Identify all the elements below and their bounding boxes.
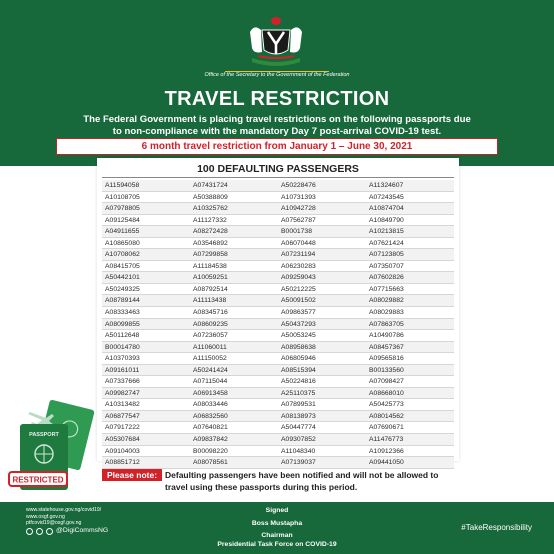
passport-number-cell: A10059251 (190, 272, 278, 284)
signatory-organization: Presidential Task Force on COVID-19 (217, 540, 337, 548)
passport-number-cell: A07602826 (366, 272, 454, 284)
passport-number-cell: A08415705 (102, 261, 190, 273)
passport-number-cell: A10731393 (278, 192, 366, 204)
passport-number-cell: A08029882 (366, 295, 454, 307)
passport-number-cell: A09837842 (190, 434, 278, 446)
signatory-name: Boss Mustapha (251, 519, 303, 527)
passport-number-cell: A10313482 (102, 399, 190, 411)
passport-number-cell: A11060011 (190, 342, 278, 354)
passport-number-cell: A07899531 (278, 399, 366, 411)
passport-number-cell: A07621424 (366, 238, 454, 250)
footer-link-statehouse[interactable]: www.statehouse.gov.ng/covid19/ (26, 507, 102, 513)
passport-number-cell: A07115044 (190, 376, 278, 388)
passport-number-cell: A08014562 (366, 411, 454, 423)
passport-number-cell: B00014780 (102, 342, 190, 354)
passport-number-cell: A07640821 (190, 422, 278, 434)
subtitle-line-2: to non-compliance with the mandatory Day 7 post-arrival COVID-19 test. (112, 125, 442, 137)
passport-number-cell: A06877547 (102, 411, 190, 423)
passport-number-cell: A07715663 (366, 284, 454, 296)
passport-number-cell: A07236057 (190, 330, 278, 342)
passport-number-cell: A50212225 (278, 284, 366, 296)
passport-number-cell: A10213815 (366, 226, 454, 238)
passport-number-grid (102, 180, 454, 469)
passport-number-cell: A50249325 (102, 284, 190, 296)
signatory-role: Chairman (261, 532, 293, 540)
subtitle-line-1: The Federal Government is placing travel restrictions on the following passports due (83, 114, 471, 125)
passport-number-cell: B0001738 (278, 226, 366, 238)
passport-number-cell: A06805946 (278, 353, 366, 365)
passport-number-cell: A50437293 (278, 319, 366, 331)
passport-number-cell: A09259043 (278, 272, 366, 284)
passport-number-cell: A09863577 (278, 307, 366, 319)
passport-number-cell: A04911655 (102, 226, 190, 238)
passport-number-cell: A10370393 (102, 353, 190, 365)
passport-number-cell: A07299858 (190, 249, 278, 261)
passport-number-cell: A07350707 (366, 261, 454, 273)
passport-number-cell: A08333463 (102, 307, 190, 319)
passport-number-cell: A07098427 (366, 376, 454, 388)
passport-number-cell: A08609235 (190, 319, 278, 331)
passport-number-cell: A07231194 (278, 249, 366, 261)
passport-number-cell: A07139037 (278, 457, 366, 469)
passport-number-cell: A03546892 (190, 238, 278, 250)
passport-number-cell: A08272428 (190, 226, 278, 238)
page-title: TRAVEL RESTRICTION (164, 88, 390, 110)
passport-number-cell: A08457367 (366, 342, 454, 354)
passport-number-cell: A11324607 (366, 180, 454, 192)
passport-number-cell: A07863705 (366, 319, 454, 331)
note-text: Defaulting passengers have been notified and will not be allowed to travel using these passports during this period. (165, 470, 439, 492)
restricted-stamp (9, 472, 67, 486)
passport-number-cell: A09125484 (102, 215, 190, 227)
passport-number-cell: A08958638 (278, 342, 366, 354)
passport-number-cell: A09104003 (102, 446, 190, 458)
passport-number-cell: A06070448 (278, 238, 366, 250)
passport-number-cell: A06913458 (190, 388, 278, 400)
passenger-list-title: 100 DEFAULTING PASSENGERS (197, 163, 359, 175)
passport-number-cell: A10912366 (366, 446, 454, 458)
passport-number-cell: A50224816 (278, 376, 366, 388)
passport-number-cell: A11476773 (366, 434, 454, 446)
passport-number-cell: A05307684 (102, 434, 190, 446)
passport-number-cell: A11184538 (190, 261, 278, 273)
passport-number-cell: A09982747 (102, 388, 190, 400)
passport-number-cell: A07337666 (102, 376, 190, 388)
passport-number-cell: A10942728 (278, 203, 366, 215)
passport-number-cell: A08029883 (366, 307, 454, 319)
passport-number-cell: A10849790 (366, 215, 454, 227)
note-label: Please note: (102, 469, 162, 481)
passport-number-cell: A10325762 (190, 203, 278, 215)
passport-number-cell: A50091502 (278, 295, 366, 307)
passport-number-cell: A50388809 (190, 192, 278, 204)
passport-number-cell: A10865080 (102, 238, 190, 250)
social-handle: @DigiCommsNG (56, 526, 109, 534)
passport-number-cell: A08668010 (366, 388, 454, 400)
passport-number-cell: A08078561 (190, 457, 278, 469)
passport-number-cell: A06832560 (190, 411, 278, 423)
passport-number-cell: A09565816 (366, 353, 454, 365)
passport-number-cell: A11594058 (102, 180, 190, 192)
passport-number-cell: A09441050 (366, 457, 454, 469)
passport-number-cell: A06230283 (278, 261, 366, 273)
passport-number-cell: A50442101 (102, 272, 190, 284)
passport-number-cell: A07123805 (366, 249, 454, 261)
passport-number-cell: A08099855 (102, 319, 190, 331)
passport-number-cell: A09307852 (278, 434, 366, 446)
coat-of-arms-icon (244, 14, 308, 70)
passport-number-cell: B00133560 (366, 365, 454, 377)
passport-number-cell: A11048340 (278, 446, 366, 458)
passport-number-cell: A50112648 (102, 330, 190, 342)
passport-number-cell: A50447774 (278, 422, 366, 434)
restriction-period-banner: 6 month travel restriction from January 1 – June 30, 2021 (56, 138, 498, 155)
passport-number-cell: A10108705 (102, 192, 190, 204)
passport-number-cell: A08138973 (278, 411, 366, 423)
signed-label: Signed (265, 507, 289, 514)
passport-number-cell: A07978805 (102, 203, 190, 215)
passport-number-cell: A08789144 (102, 295, 190, 307)
passport-number-cell: A07690671 (366, 422, 454, 434)
office-caption: Office of the Secretary to the Government of the Federation (204, 72, 350, 78)
passport-number-cell: A10874704 (366, 203, 454, 215)
passport-number-cell: A07562787 (278, 215, 366, 227)
restricted-stamp-label: RESTRICTED (12, 475, 64, 485)
passport-number-cell: A08851712 (102, 457, 190, 469)
footer-link-email[interactable]: ptfcovid19@osgf.gov.ng (26, 520, 82, 527)
passport-number-cell: A11113438 (190, 295, 278, 307)
passport-number-cell: A07243545 (366, 192, 454, 204)
restricted-passports-illustration (6, 400, 98, 496)
passport-number-cell: A08033446 (190, 399, 278, 411)
passport-cover-label: PASSPORT (29, 432, 59, 438)
passport-number-cell: A50425773 (366, 399, 454, 411)
passport-number-cell: A08515394 (278, 365, 366, 377)
passport-number-cell: A10490786 (366, 330, 454, 342)
passport-number-cell: A08792514 (190, 284, 278, 296)
passport-number-cell: A50241424 (190, 365, 278, 377)
passport-number-cell: A11150052 (190, 353, 278, 365)
page-subtitle (60, 114, 494, 137)
passport-number-cell: B00098220 (190, 446, 278, 458)
footer-link-osgf[interactable]: www.osgf.gov.ng (26, 513, 65, 520)
passport-number-cell: A10708062 (102, 249, 190, 261)
passport-number-cell: A50228476 (278, 180, 366, 192)
passport-number-cell: A07917222 (102, 422, 190, 434)
passport-number-cell: A50053245 (278, 330, 366, 342)
passport-number-cell: A09161011 (102, 365, 190, 377)
passport-number-cell: A25110375 (278, 388, 366, 400)
passport-number-cell: A11127332 (190, 215, 278, 227)
passport-number-cell: A08345716 (190, 307, 278, 319)
campaign-hashtag: #TakeResponsibility (461, 523, 532, 532)
list-title-rule (102, 177, 454, 178)
passport-number-cell: A07431724 (190, 180, 278, 192)
